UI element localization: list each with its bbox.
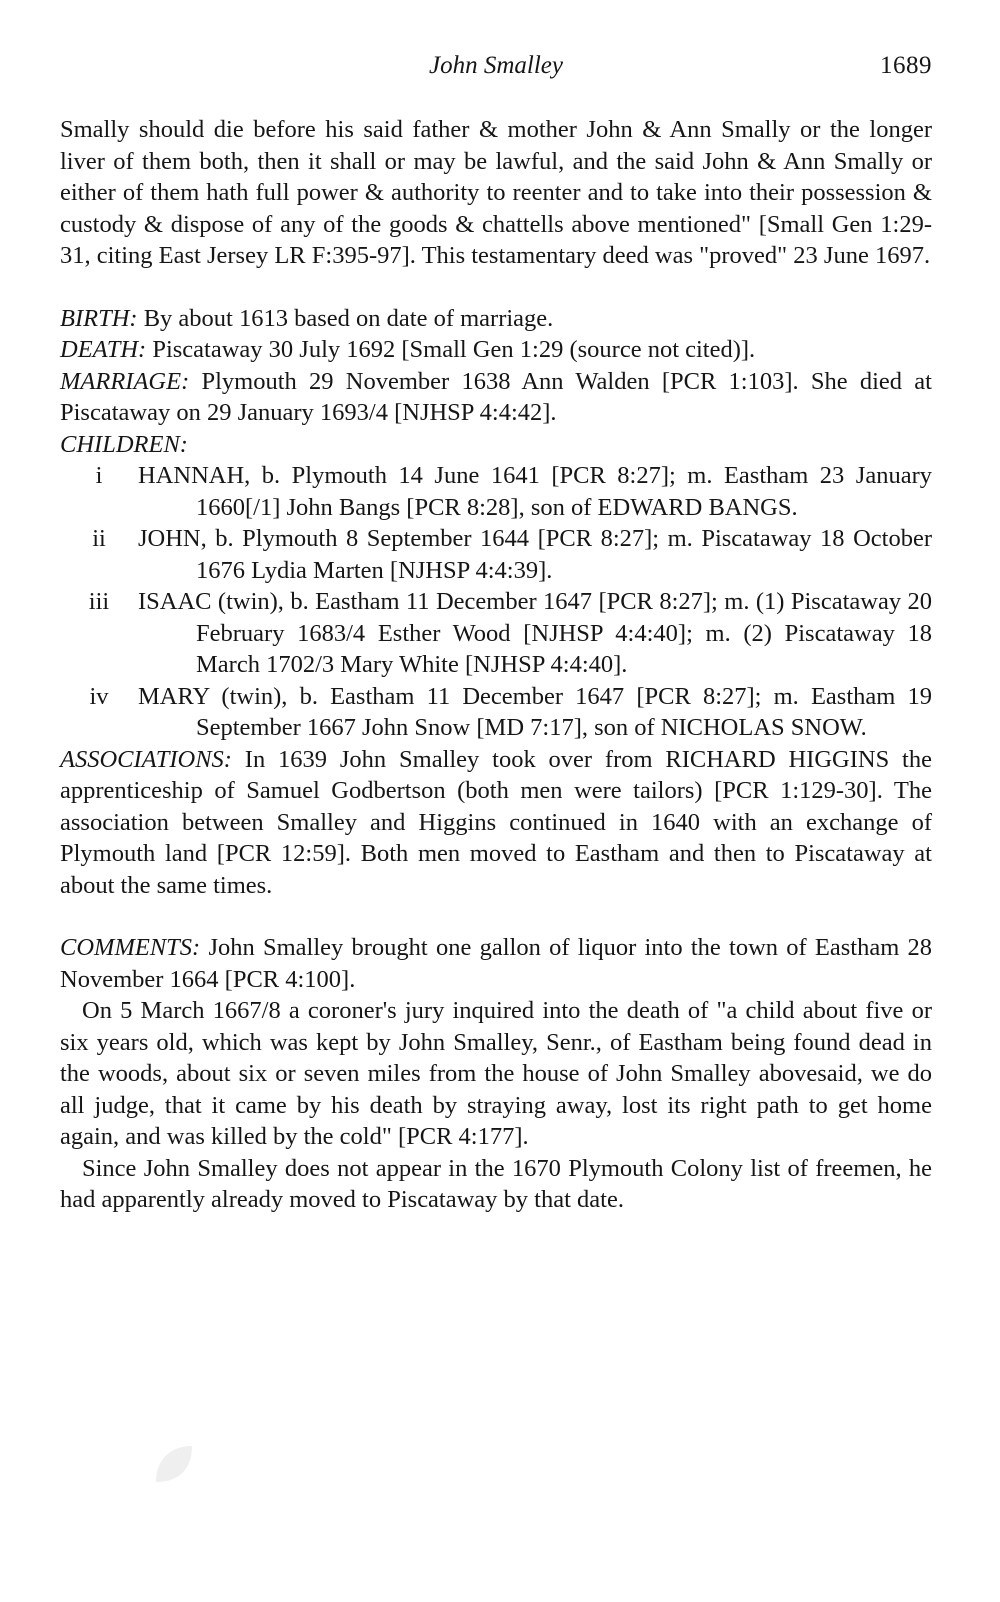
associations-text: In 1639 John Smalley took over from RICHARD HIGGINS the apprenticeship of Samuel Godbertson (both men were tailors) [PCR 1:129-30]. The association between Smalley and Higgins continued in 1640 with an exchange of Plymouth land [PCR 12:59]. Both men moved to Eastham and then to Piscataway at about the same times. [60, 745, 932, 899]
page-number: 1689 [880, 52, 932, 79]
child-entry [60, 523, 932, 586]
leaf-watermark-icon [150, 1440, 198, 1488]
child-entry [60, 586, 932, 681]
intro-paragraph: Smally should die before his said father & mother John & Ann Smally or the longer liver of them both, then it shall or may be lawful, and the said John & Ann Smally or either of them hath full power & authority to reenter and to take into their possession & custody & dispose of any of the goods & chattells above mentioned" [Small Gen 1:29-31, citing East Jersey LR F:395-97]. This testamentary deed was "proved" 23 June 1697. [60, 116, 932, 269]
child-number: ii [92, 525, 106, 552]
comments-paragraph: Since John Smalley does not appear in the 1670 Plymouth Colony list of freemen, he had apparently already moved to Piscataway by that date. [60, 1154, 932, 1213]
birth-label: BIRTH: [60, 304, 138, 332]
running-head: John Smalley [429, 52, 563, 79]
paragraph-gap [60, 272, 932, 303]
page-header [60, 48, 932, 88]
child-text: HANNAH, b. Plymouth 14 June 1641 [PCR 8:27]; m. Eastham 23 January 1660[/1] John Bangs [PCR 8:28], son of EDWARD BANGS. [138, 462, 932, 521]
comments-text: John Smalley brought one gallon of liquor into the town of Eastham 28 November 1664 [PCR 4:100]. [60, 934, 933, 993]
birth-text: By about 1613 based on date of marriage. [143, 304, 554, 332]
comments-entry [60, 932, 932, 995]
child-text: MARY (twin), b. Eastham 11 December 1647 [PCR 8:27]; m. Eastham 19 September 1667 John Snow [MD 7:17], son of NICHOLAS SNOW. [138, 682, 932, 741]
associations-label: ASSOCIATIONS: [60, 745, 232, 773]
page-body [60, 114, 932, 1216]
comments-paragraph: On 5 March 1667/8 a coroner's jury inquired into the death of "a child about five or six years old, which was kept by John Smalley, Senr., of Eastham being found dead in the woods, about six or seven miles from the house of John Smalley abovesaid, we do all judge, that it came by his death by straying away, lost its right path to get home again, and was killed by the cold" [PCR 4:177]. [60, 997, 932, 1150]
child-number: i [95, 462, 103, 489]
marriage-entry [60, 366, 932, 429]
child-entry [60, 460, 932, 523]
death-entry [60, 334, 932, 366]
birth-entry [60, 303, 932, 335]
marriage-text: Plymouth 29 November 1638 Ann Walden [PCR 1:103]. She died at Piscataway on 29 January 1693/4 [NJHSP 4:4:42]. [60, 367, 932, 426]
death-text: Piscataway 30 July 1692 [Small Gen 1:29 (source not cited)]. [152, 336, 756, 363]
child-number: iii [88, 588, 110, 615]
death-label: DEATH: [60, 336, 147, 363]
child-entry [60, 681, 932, 744]
comments-label: COMMENTS: [60, 934, 201, 961]
child-text: JOHN, b. Plymouth 8 September 1644 [PCR 8:27]; m. Piscataway 18 October 1676 Lydia Marten [NJHSP 4:4:39]. [138, 525, 932, 584]
child-number: iv [89, 682, 109, 710]
children-label: CHILDREN: [60, 430, 188, 458]
child-text: ISAAC (twin), b. Eastham 11 December 1647 [PCR 8:27]; m. (1) Piscataway 20 February 1683/4 Esther Wood [NJHSP 4:4:40]; m. (2) Piscataway 18 March 1702/3 Mary White [NJHSP 4:4:40]. [138, 588, 932, 678]
marriage-label: MARRIAGE: [60, 367, 190, 395]
paragraph-gap [60, 901, 932, 932]
associations-entry [60, 744, 932, 902]
